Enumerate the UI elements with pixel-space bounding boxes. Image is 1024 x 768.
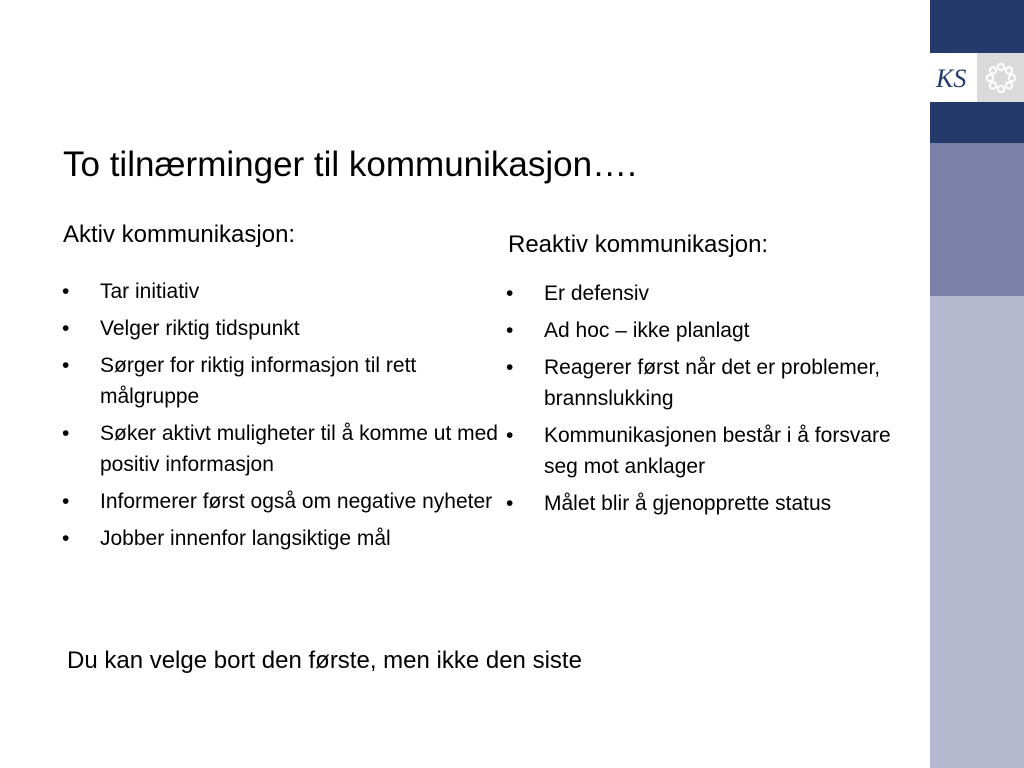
reactive-communication-list (506, 278, 916, 525)
bullet-marker: • (506, 424, 514, 447)
list-item (506, 352, 916, 414)
list-item (506, 315, 916, 346)
list-item (62, 523, 502, 554)
bullet-marker: • (62, 490, 70, 513)
list-item (62, 418, 502, 480)
list-item (506, 278, 916, 309)
reactive-communication-heading: Reaktiv kommunikasjon: (508, 231, 769, 258)
bullet-marker: • (62, 280, 70, 303)
bullet-marker: • (62, 527, 70, 550)
bullet-marker: • (506, 282, 514, 305)
list-item (62, 276, 502, 307)
list-item-text: Informerer først også om negative nyheter (100, 490, 493, 513)
list-item-text: Reagerer først når det er problemer, brannslukking (544, 356, 881, 410)
list-item-text: Sørger for riktig informasjon til rett målgruppe (100, 354, 417, 408)
bullet-marker: • (506, 319, 514, 342)
bullet-marker: • (62, 317, 70, 340)
bullet-marker: • (506, 356, 514, 379)
svg-text:KS: KS (935, 63, 966, 93)
sidebar-band-light (930, 296, 1024, 768)
slide-title: To tilnærminger til kommunikasjon…. (63, 145, 637, 184)
bullet-marker: • (62, 422, 70, 445)
bullet-marker: • (62, 354, 70, 377)
ks-logo (930, 53, 977, 102)
logo-panel (930, 53, 1024, 102)
list-item-text: Tar initiativ (100, 280, 200, 303)
sidebar-band-dark (930, 102, 1024, 143)
sidebar-band-mid (930, 143, 1024, 296)
ks-logo-mark (934, 63, 974, 93)
active-communication-list (62, 276, 502, 560)
list-item-text: Er defensiv (544, 282, 650, 305)
bullet-marker: • (506, 492, 514, 515)
list-item (62, 313, 502, 344)
list-item (506, 488, 916, 519)
list-item-text: Kommunikasjonen består i å forsvare seg mot anklager (544, 424, 891, 478)
active-communication-heading: Aktiv kommunikasjon: (63, 221, 296, 248)
list-item-text: Jobber innenfor langsiktige mål (100, 527, 391, 550)
decorative-sidebar (930, 0, 1024, 768)
list-item (62, 486, 502, 517)
sidebar-band-top (930, 0, 1024, 53)
ring-logo-icon (977, 53, 1024, 102)
list-item-text: Ad hoc – ikke planlagt (544, 319, 750, 342)
list-item (506, 420, 916, 482)
list-item-text: Velger riktig tidspunkt (100, 317, 300, 340)
list-item (62, 350, 502, 412)
list-item-text: Søker aktivt muligheter til å komme ut med positiv informasjon (100, 422, 498, 476)
footer-statement: Du kan velge bort den første, men ikke den siste (67, 647, 582, 674)
list-item-text: Målet blir å gjenopprette status (544, 492, 832, 515)
